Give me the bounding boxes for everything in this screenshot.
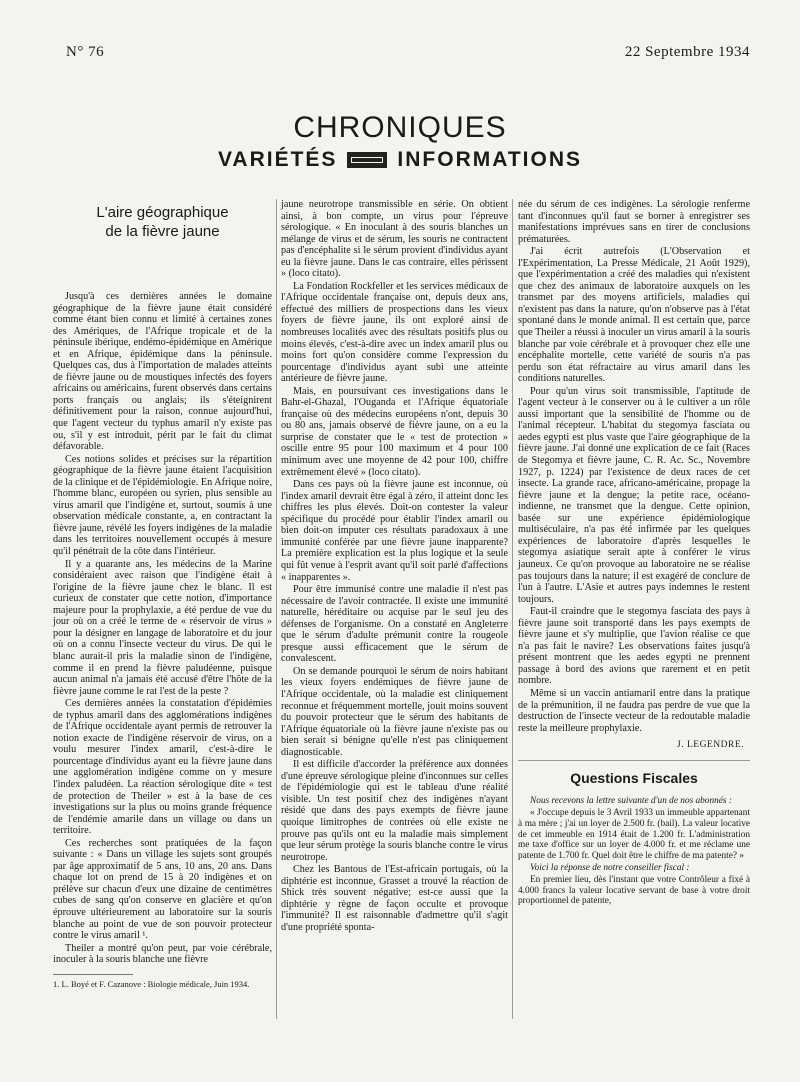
- paragraph: Jusqu'à ces dernières années le domaine géographique de la fièvre jaune était considéré comme étant bien connu et limité à certaines zones des Amériques, de l'Afrique tropicale et de la péninsule ibérique, endémo-épidémique en Amérique et en Afrique, épidémique dans la péninsule. Quelques cas, dus à l'importation de malades atteints de fièvre jaune ou de moustiques infectés des foyers africains ou américains, furent observés dans certains ports français ou anglais; ils s'éteignirent définitivement pour la raison, connue aujourd'hui, que l'agent vecteur du typhus amaril n'y existe pas ou, s'il y est introduit, périt par le fait du climat défavorable.: [53, 291, 272, 453]
- questions-reply: En premier lieu, dès l'instant que votre Contrôleur a fixé à 4.000 francs la valeur locative servant de base à votre droit proportionnel de patente,: [518, 874, 750, 907]
- questions-reply-intro: Voici la réponse de notre conseiller fiscal :: [530, 863, 690, 874]
- issue-date: 22 Septembre 1934: [624, 44, 750, 60]
- footnote: 1. L. Boyé et F. Cazanove : Biologie médicale, Juin 1934.: [53, 978, 250, 989]
- footnote-rule: [53, 974, 133, 975]
- article-title-line1: L'aire géographique: [96, 204, 229, 221]
- column-1: [53, 199, 272, 990]
- section-title: CHRONIQUES: [293, 111, 507, 144]
- questions-intro: Nous recevons la lettre suivante d'un de nos abonnés :: [530, 796, 732, 807]
- paragraph: Il est difficile d'accorder la préférence aux données d'une épreuve sérologique pleine d'inconnues sur celles de l'épidémiologie qui est le tableau d'une réalité visible. Un test positif chez des indigènes n'ayant résidé que dans des pays exempts de fièvre jaune quoique limitrophes de contrées où elle existe ne prouve pas qu'ils ont eu la maladie mais simplement que leur sérum protège la souris blanche contre le virus neurotrope.: [281, 759, 508, 863]
- section-subtitle: [0, 148, 800, 172]
- paragraph: J'ai écrit autrefois (L'Observation et l'Expérimentation, La Presse Médicale, 21 Août 1929), que l'expérimentation a créé des maladies qui n'existent que chez des animaux de laboratoire auxquels on les transmet par des moyens artificiels, maladies qui n'existent pas dans la nature, qu'on n'observe pas à l'état spontané dans le monde animal. Il est certain que, parce que Theiler a réussi à inoculer un virus amaril à la souris blanche par voie cérébrale et à provoquer chez elle une encéphalite mortelle, cette variété de souris n'a pas perdu son état réfractaire au virus amaril dans les conditions naturelles.: [518, 246, 750, 385]
- column-divider-2: [512, 199, 513, 1019]
- article-title: [53, 199, 272, 241]
- issue-number: N° 76: [66, 44, 105, 60]
- paragraph: Mais, en poursuivant ces investigations dans le Bahr-el-Ghazal, l'Ouganda et l'Afrique équatoriale française où des médecins européens n'ont, depuis 30 ou 80 ans, jamais observé de fièvre jaune, on a eu la surprise de constater que le « test de protection » oscille entre 95 pour 100 maximum et 4 pour 100 minimum avec une moyenne de 42 pour 100, chiffre extrêmement élevé » (loco citato).: [281, 385, 508, 478]
- paragraph: Pour qu'un virus soit transmissible, l'aptitude de l'agent vecteur à le conserver ou à le cultiver a un rôle aussi important que la sensibilité de l'homme ou de l'animal récepteur. L'habitat du stegomya fasciata ou aedes egypti est plus vaste que l'aire géographique de la fièvre jaune. J'ai donné une explication de ce fait (Races de Stegomya et fièvre jaune, C. R. Ac. Sc., Novembre 1927, p. 1224) par l'existence de deux races de cet insecte. La grande race, africano-américaine, propage la fièvre jaune et la dengue; la petite race, océano-indienne, ne transmet que la dengue. Cette opinion, basée sur une expérience épidémiologique multiséculaire, n'a pas été infirmée par les quelques expériences de laboratoire d'après lesquelles le stegomya asiatique serait apte à conférer le virus jauneux. Ce qu'on provoque au laboratoire ne se réalise pas toujours dans la nature; il est exagéré de conclure de l'un à l'autre. L'Asie et autres pays indemnes le restent toujours.: [518, 385, 750, 605]
- paragraph: Dans ces pays où la fièvre jaune est inconnue, où l'index amaril devrait être égal à zéro, il atteint donc les chiffres les plus élevés. Doit-on contester la valeur spécifique du procédé pour établir l'index amaril ou bien doit-on imputer ces résultats paradoxaux à une immunité conférée par une fièvre jaune inapparente? La première explication est la plus logique et la seule qui fût venue à l'esprit avant qu'il soit parlé d'affections « inapparentes ».: [281, 479, 508, 583]
- paragraph: Il y a quarante ans, les médecins de la Marine considéraient avec raison que l'indigène était à l'origine de la fièvre jaune chez le blanc. Il est curieux de constater que cette notion, d'importance majeure pour la prophylaxie, a été perdue de vue du jour où on a créé le terme de « réservoir de virus » pour la désigner en langage de laboratoire et du jour où on a connu l'insecte vecteur du virus. De qui le blanc aurait-il pris la maladie sinon de l'indigène, comme il en prend la fièvre paludéenne, puisque aucun animal n'a jamais été accusé d'être l'hôte de la fièvre jaune comme le rat l'est de la peste ?: [53, 558, 272, 697]
- paragraph: Ces recherches sont pratiquées de la façon suivante : « Dans un village les sujets sont groupés par âge approximatif de 5 ans, 10 ans, 20 ans. Dans chaque lot on prend de 15 à 20 indigènes et on prélève sur chacun d'eux une dizaine de centimètres cubes de sang qu'on conserve en glacière et qu'on éprouve ultérieurement au laboratoire sur la souris blanche au point de vue de son pouvoir protecteur contre le virus amaril ¹.: [53, 837, 272, 942]
- paragraph: Faut-il craindre que le stegomya fasciata des pays à fièvre jaune soit transporté dans les pays exempts de fièvre jaune et s'y multiplie, que l'avion réalise ce que n'a pas fait le navire? Les observations faites jusqu'à présent montrent que les aedes egypti ne prennent passage à bord des avions que rarement et en petit nombre.: [518, 606, 750, 687]
- article-title-line2: de la fièvre jaune: [105, 223, 220, 240]
- questions-title: Questions Fiscales: [570, 769, 698, 786]
- ornament-icon: [347, 152, 387, 168]
- section-rule: [518, 760, 750, 761]
- paragraph: née du sérum de ces indigènes. La sérologie renferme tant d'inconnues qu'il faut se borner à enregistrer ses manifestations imprévues sans en tirer de conclusions prématurées.: [518, 199, 750, 245]
- paragraph: Theiler a montré qu'on peut, par voie cérébrale, inoculer à la souris blanche une fièvre: [53, 942, 272, 966]
- column-divider-1: [276, 199, 277, 1019]
- paragraph: jaune neurotrope transmissible en série. On obtient ainsi, à bon compte, un virus pour l'épreuve sérologique. « En inoculant à des souris blanches un mélange de virus et de sérum, les souris ne contractent pas d'encéphalite si le sérum provient d'individus ayant eu la fièvre jaune. Dans le cas contraire, elles périssent » (loco citato).: [281, 199, 508, 280]
- paragraph: Ces notions solides et précises sur la répartition géographique de la fièvre jaune étaient l'acquisition de la clinique et de l'épidémiologie. En Afrique noire, l'homme blanc, européen ou syrien, plus sensible au virus amaril que l'indigène et, surtout, soumis à une observation médicale constante, a, en contractant la fièvre jaune, révélé les foyers indigènes de la maladie dans les territoires nouvellement occupés à mesure qu'il pénétrait de la côte dans l'intérieur.: [53, 453, 272, 558]
- column-3: [518, 199, 750, 907]
- paragraph: On se demande pourquoi le sérum de noirs habitant les vieux foyers endémiques de fièvre jaune de l'Afrique occidentale, où la maladie est cliniquement reconnue et fréquemment mortelle, jouit moins souvent du pouvoir protecteur que le sérum des habitants de l'Afrique équatoriale où la fièvre jaune n'existe pas ou bien serait si bénigne qu'elle n'est pas cliniquement diagnosticable.: [281, 665, 508, 758]
- masthead: [0, 112, 800, 172]
- paragraph: Pour être immunisé contre une maladie il n'est pas nécessaire de l'avoir contractée. Il existe une immunité naturelle, héréditaire ou acquise par le seul jeu des défenses de l'organisme. On a constaté en Angleterre que le sérum d'adulte prémunit contre la rougeole presque aussi efficacement que le sérum de convalescent.: [281, 584, 508, 665]
- article-signature: J. LEGENDRE.: [677, 740, 744, 751]
- paragraph: La Fondation Rockfeller et les services médicaux de l'Afrique occidentale française ont, depuis deux ans, effectué des milliers de prospections dans les vieux foyers de fièvre jaune, ils ont exploré ainsi de nombreuses localités avec des résultats positifs plus ou moins élevés, c'est-à-dire avec un index amaril plus ou moins fort qu'on considère comme l'expression du pourcentage d'individus ayant subi une atteinte antérieure de fièvre jaune.: [281, 280, 508, 385]
- paragraph: Chez les Bantous de l'Est-africain portugais, où la diphtérie est inconnue, Grasset a trouvé la réaction de Shick très souvent négative; est-ce aussi que la diphtérie y règne de façon occulte et provoque l'immunité? Il est raisonnable d'admettre qu'il s'agit d'une propriété sponta-: [281, 864, 508, 933]
- section-varietes: VARIÉTÉS: [217, 148, 338, 171]
- questions-letter: « J'occupe depuis le 3 Avril 1933 un immeuble appartenant à ma mère ; j'ai un loyer de 2.500 fr. (bail). La valeur locative de cet immeuble en 1914 était de 1.200 fr. L'administration me taxe d'office sur un loyer de 4.000 fr. et me réclame une patente de 1.700 fr. Quel doit être le chiffre de ma patente? »: [518, 808, 750, 862]
- paragraph: Même si un vaccin antiamaril entre dans la pratique de la prémunition, il ne faudra pas perdre de vue que la destruction de l'insecte vecteur de la redoutable maladie reste la meilleure prophylaxie.: [518, 687, 750, 734]
- section-informations: INFORMATIONS: [397, 148, 583, 171]
- paragraph: Ces dernières années la constatation d'épidémies de typhus amaril dans des agglomérations indigènes de l'Afrique occidentale ayant permis de retrouver la notion exacte de l'indigène réservoir de virus, on a voulu mesurer l'index amaril, c'est-à-dire le pourcentage d'individus ayant eu la fièvre jaune dans une agglomération indigène comme on y mesure l'index paludéen. La réaction sérologique dite « test de protection de Theiler » est à la base de ces investigations sur la plus ou moins grande fréquence de l'endémie amarile dans un village ou dans un territoire.: [53, 698, 272, 837]
- column-2: [281, 199, 508, 933]
